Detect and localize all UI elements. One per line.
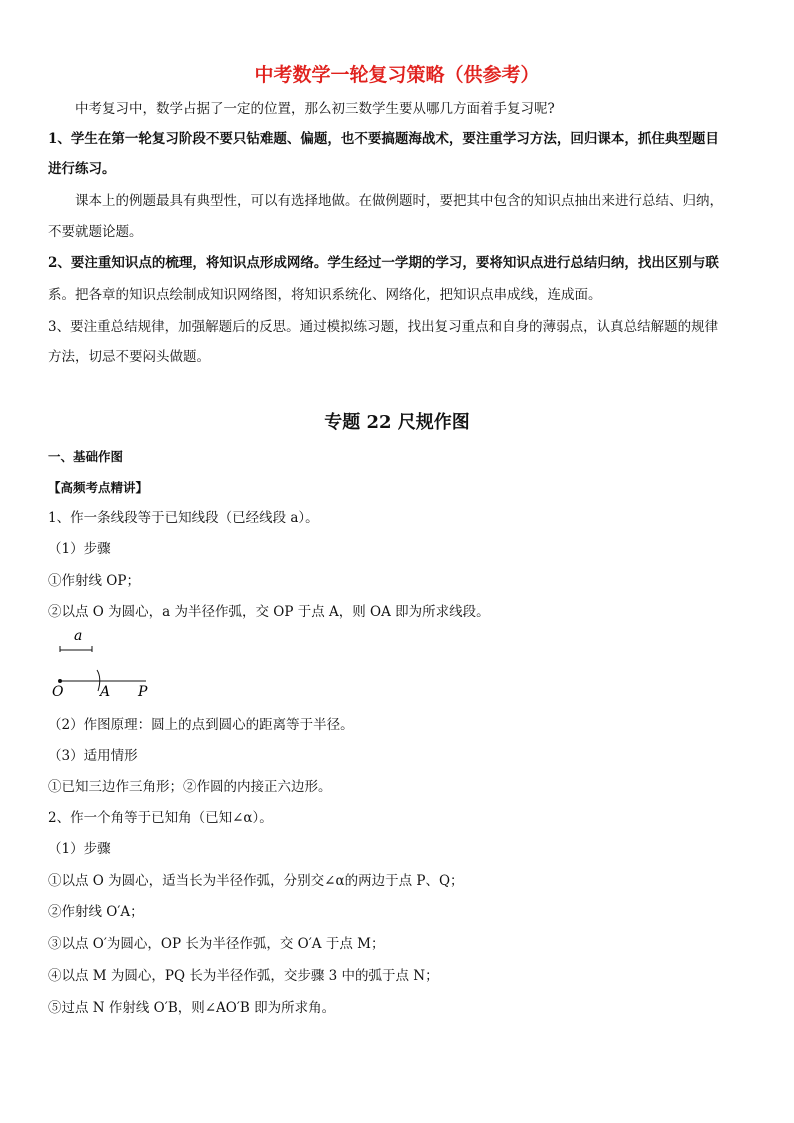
segment-construction-diagram: [48, 626, 168, 700]
tip-2-line-1-text: 2、要注重知识点的梳理，将知识点形成网络。学生经过一学期的学习，要将知识点进行总结归纳，找出区别与联: [48, 255, 719, 271]
item-2-title: 2、作一个角等于已知角（已知∠α）。: [48, 810, 273, 826]
intro-question: 中考复习中，数学占据了一定的位置，那么初三数学生要从哪几方面着手复习呢?: [75, 101, 555, 117]
item-2-step-3: ③以点 O′为圆心，OP 长为半径作弧，交 O′A 于点 M；: [48, 936, 385, 952]
item-2-step-2: ②作射线 O′A；: [48, 904, 144, 920]
label-a-point: A: [100, 684, 111, 700]
item-2-step-1: ①以点 O 为圆心，适当长为半径作弧，分别交∠α的两边于点 P、Q；: [48, 873, 464, 889]
tip-1-line-1: 1、学生在第一轮复习阶段不要只钻难题、偏题，也不要搞题海战术，要注重学习方法，回归课本，抓住典型题目: [48, 131, 719, 147]
item-1-cases-heading: （3）适用情形: [48, 748, 138, 764]
item-2-steps-heading: （1）步骤: [48, 841, 111, 857]
tip-1-detail-line-1: 课本上的例题最具有典型性，可以有选择地做。在做例题时，要把其中包含的知识点抽出来进行总结、归纳，: [75, 193, 723, 209]
point-o-dot: [58, 679, 62, 683]
tip-1-detail-line-2: 不要就题论题。: [48, 224, 143, 240]
tip-1-line-2: 进行练习。: [48, 161, 116, 177]
page-title: 中考数学一轮复习策略（供参考）: [254, 64, 540, 86]
item-1-principle: （2）作图原理：圆上的点到圆心的距离等于半径。: [48, 717, 354, 733]
section-heading: 一、基础作图: [48, 449, 124, 464]
tip-2-line-1: [48, 254, 719, 272]
item-1-cases: ①已知三边作三角形；②作圆的内接正六边形。: [48, 779, 332, 795]
tip-3-line-1: 3、要注重总结规律，加强解题后的反思。通过模拟练习题，找出复习重点和自身的薄弱点，认真总结解题的规律: [48, 319, 719, 335]
item-1-step-1: ①作射线 OP；: [48, 573, 140, 589]
item-1-step-2: ②以点 O 为圆心，a 为半径作弧，交 OP 于点 A，则 OA 即为所求线段。: [48, 604, 490, 620]
topic-title: 专题 22 尺规作图: [324, 412, 470, 433]
label-p: P: [138, 684, 148, 700]
tip-3-line-2: 方法，切忌不要闷头做题。: [48, 349, 210, 365]
item-1-steps-heading: （1）步骤: [48, 541, 111, 557]
item-2-step-4: ④以点 M 为圆心，PQ 长为半径作弧，交步骤 3 中的弧于点 N；: [48, 968, 439, 984]
key-points-tag: 【高频考点精讲】: [48, 480, 149, 495]
label-a: a: [74, 628, 83, 644]
label-o: O: [52, 684, 64, 700]
item-2-step-5: ⑤过点 N 作射线 O′B，则∠AO′B 即为所求角。: [48, 1000, 336, 1016]
tip-2-line-2: 系。把各章的知识点绘制成知识网络图，将知识系统化、网络化，把知识点串成线，连成面。: [48, 287, 602, 303]
item-1-title: 1、作一条线段等于已知线段（已经线段 a）。: [48, 510, 319, 526]
